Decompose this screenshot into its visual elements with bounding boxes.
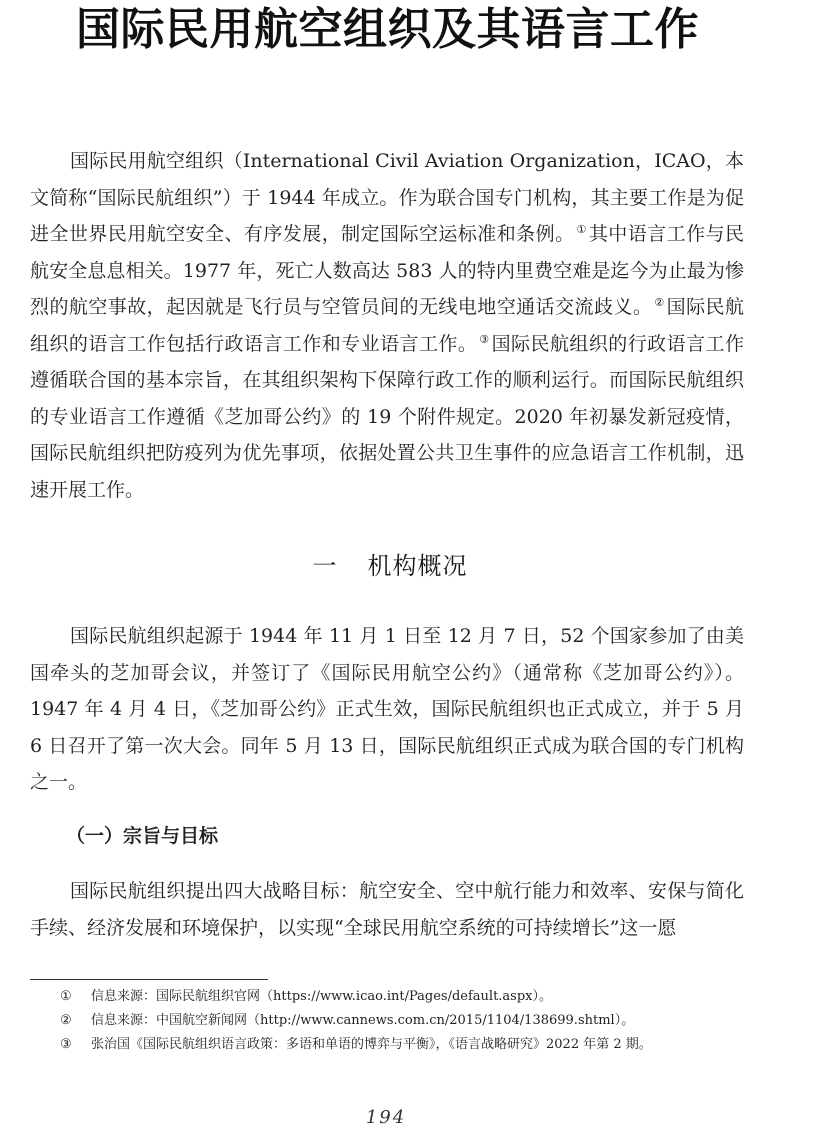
footnote-3-mark: ③ [60, 1037, 72, 1052]
footnote-ref-3[interactable]: ③ [479, 332, 490, 346]
intro-text-4: 国际民航组织的行政语言工作遵循联合国的基本宗旨，在其组织架构下保障行政工作的顺利运行。而国际民航组织的专业语言工作遵循《芝加哥公约》的 19 个附件规定。2020 年初暴发新冠疫情，国际民航组织把防疫列为优先事项，依据处置公共卫生事件的应急语言工作机制，迅速开展工作。 [30, 332, 744, 501]
overview-paragraph: 国际民航组织起源于 1944 年 11 月 1 日至 12 月 7 日，52 个国家参加了由美国牵头的芝加哥会议，并签订了《国际民用航空公约》（通常称《芝加哥公约》）。1947 年 4 月 4 日，《芝加哥公约》正式生效，国际民航组织也正式成立，并于 5 月 6 日召开了第一次大会。同年 5 月 13 日，国际民航组织正式成为联合国的专门机构之一。 [30, 625, 744, 793]
page-number: 194 [365, 1107, 407, 1128]
footnote-divider [30, 979, 268, 980]
footnote-1 [60, 988, 552, 1006]
intro-text-1: 国际民用航空组织（International Civil Aviation Organization，ICAO，本文简称“国际民航组织”）于 1944 年成立。作为联合国专门机构，其主要工作是为促进全世界民用航空安全、有序发展，制定国际空运标准和条例。 [30, 150, 744, 245]
subsection-heading: （一）宗旨与目标 [66, 825, 219, 847]
footnote-1-mark: ① [60, 989, 72, 1004]
intro-text-3: 国际民航组织的语言工作包括行政语言工作和专业语言工作。 [30, 296, 744, 355]
section-number: 一 [312, 552, 338, 580]
intro-text-2: 其中语言工作与民航安全息息相关。1977 年，死亡人数高达 583 人的特内里费空难是迄今为止最为惨烈的航空事故，起因就是飞行员与空管员间的无线电地空通话交流歧义。 [30, 223, 744, 318]
goals-paragraph: 国际民航组织提出四大战略目标：航空安全、空中航行能力和效率、安保与简化手续、经济发展和环境保护，以实现“全球民用航空系统的可持续增长”这一愿 [30, 880, 744, 939]
footnote-ref-2[interactable]: ② [654, 296, 665, 309]
footnote-2 [60, 1012, 634, 1030]
intro-paragraph [30, 143, 744, 508]
section-title: 机构概况 [367, 552, 468, 580]
footnote-2-text: 信息来源：中国航空新闻网（http://www.cannews.com.cn/2015/1104/138699.shtml）。 [91, 1013, 635, 1028]
section-heading [0, 548, 780, 584]
footnote-2-mark: ② [60, 1013, 72, 1028]
page-title: 国际民用航空组织及其语言工作 [76, 4, 699, 55]
footnote-3 [60, 1036, 652, 1054]
footnote-3-text: 张治国《国际民航组织语言政策：多语和单语的博弈与平衡》，《语言战略研究》2022 年第 2 期。 [91, 1037, 652, 1052]
footnote-ref-1[interactable]: ① [576, 223, 587, 236]
footnote-1-text: 信息来源：国际民航组织官网（https://www.icao.int/Pages/default.aspx）。 [91, 989, 552, 1004]
